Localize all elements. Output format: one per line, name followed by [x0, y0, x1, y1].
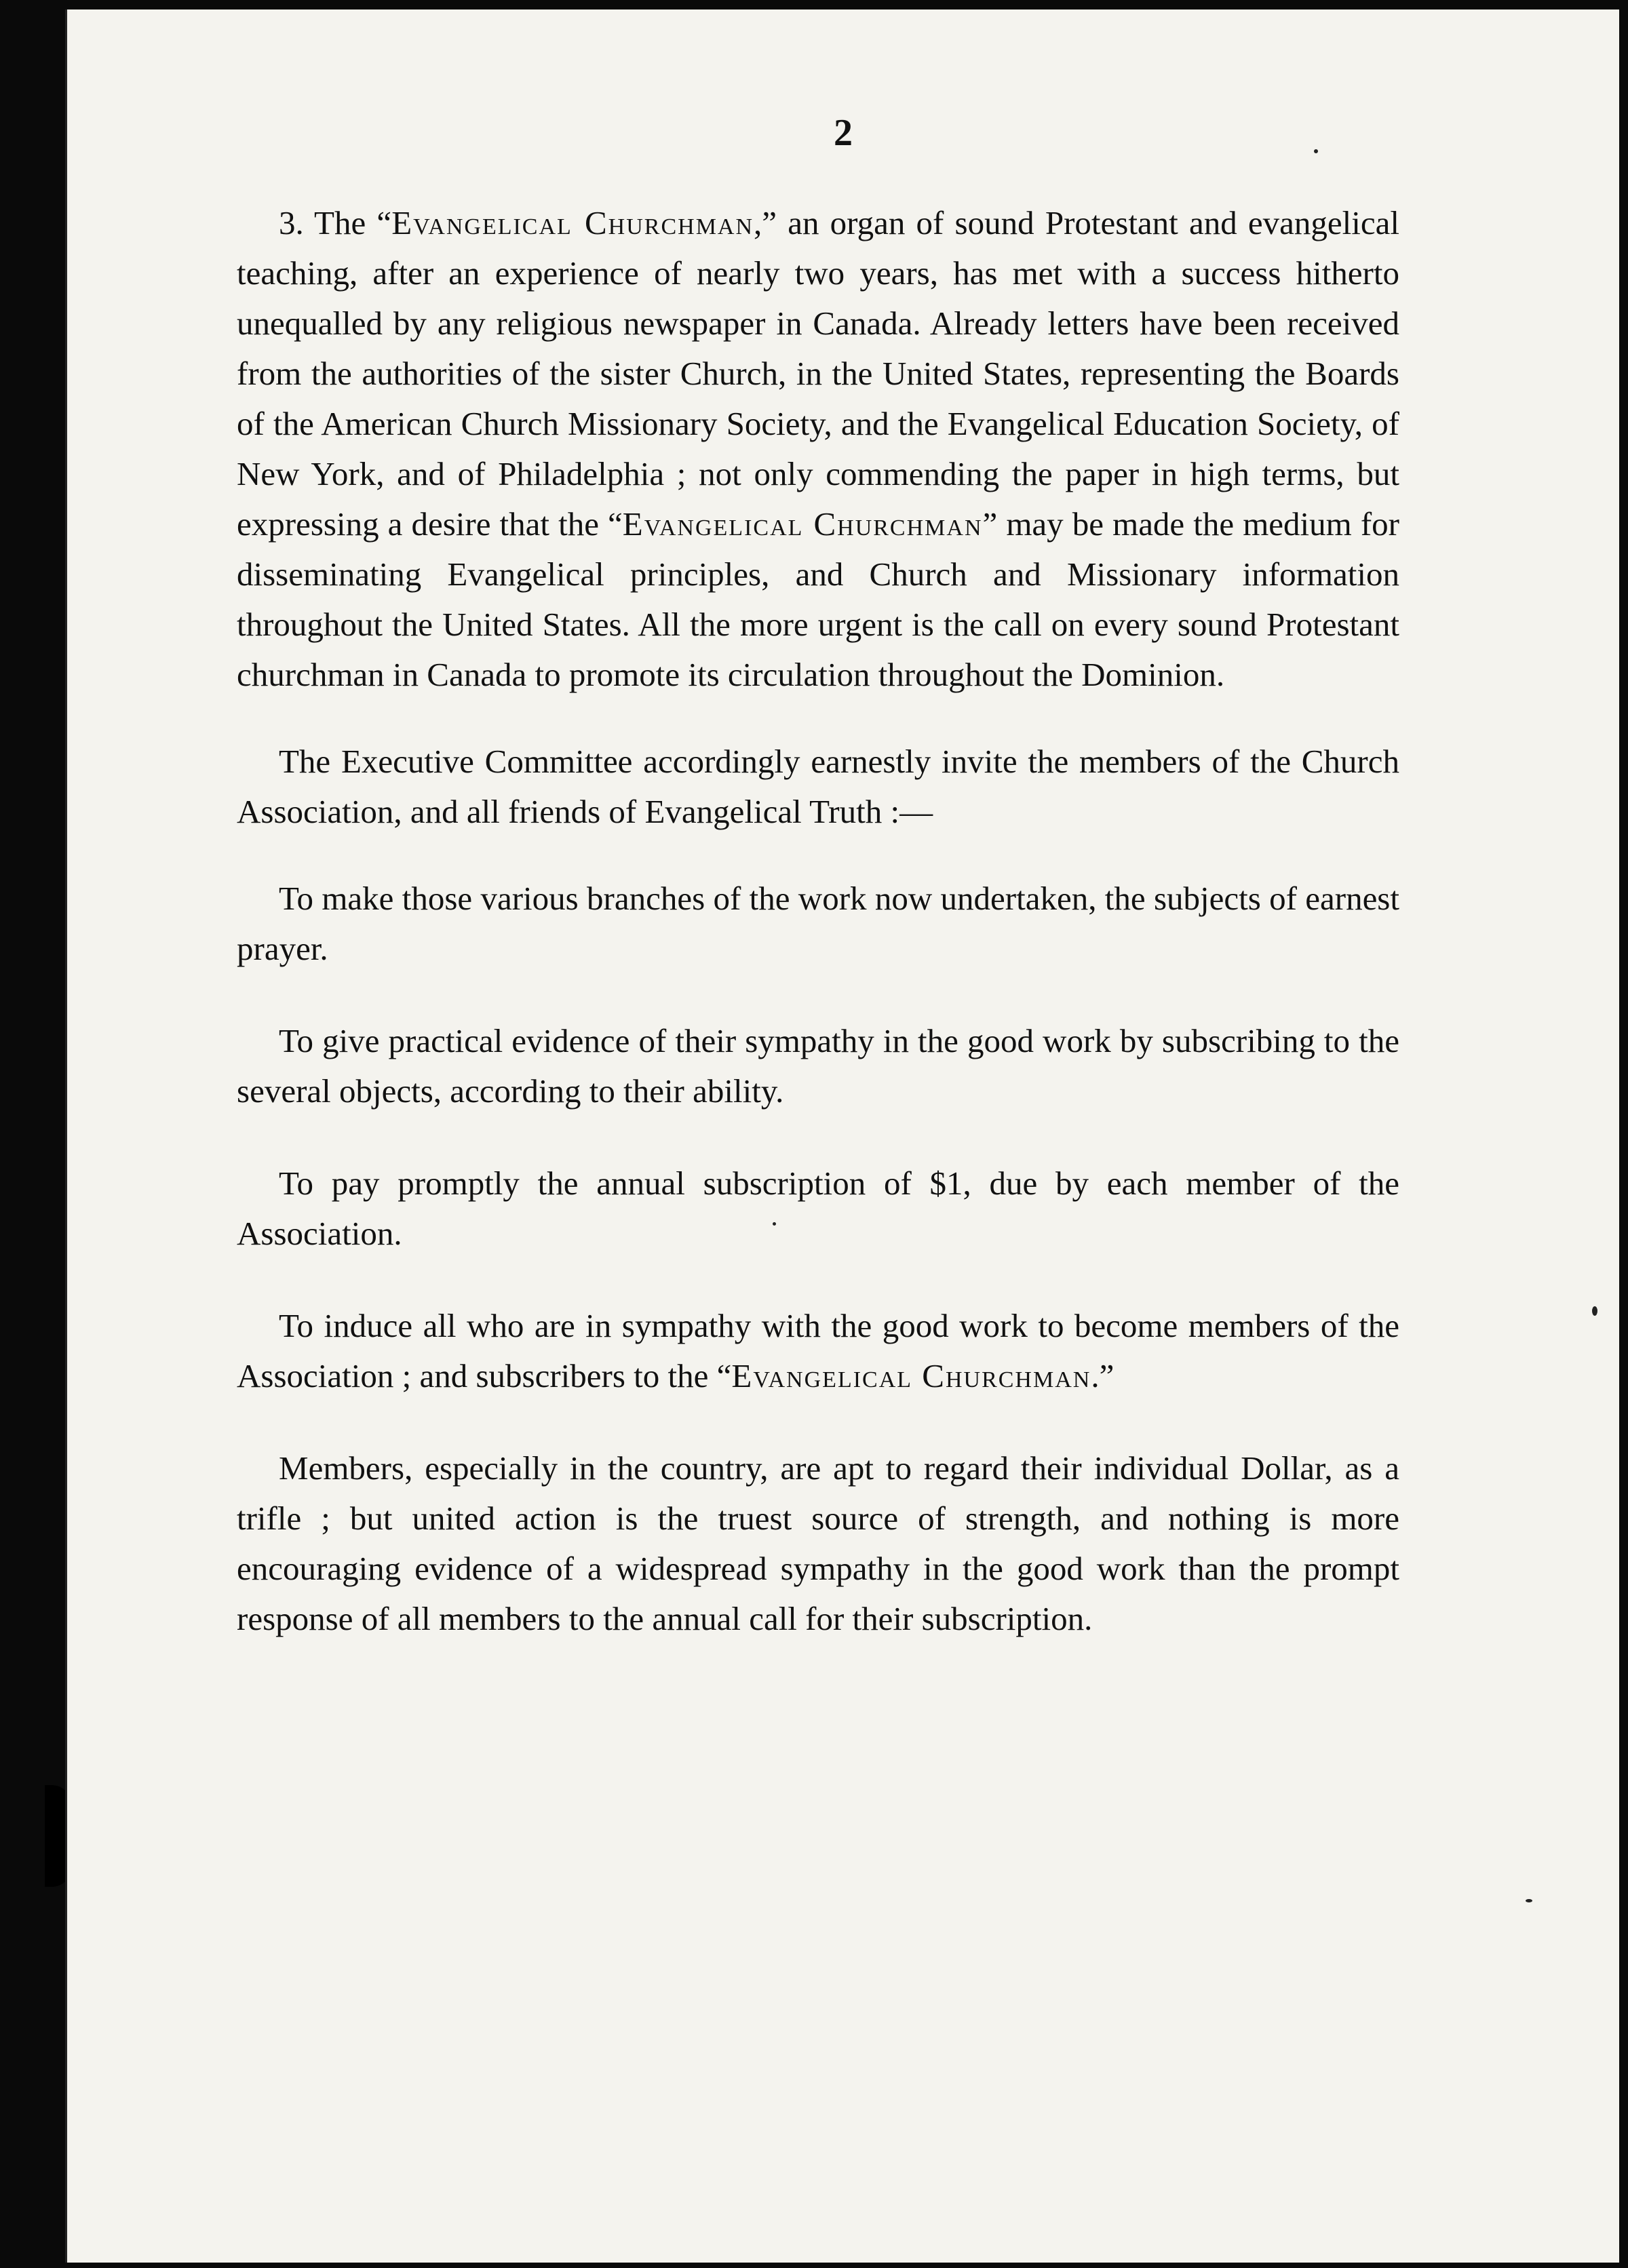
paragraph-members: Members, especially in the country, are apt to regard their individual Dollar, as a trifle ; but united action is the truest source of strength, and nothing is more encouraging evidence of a widespread sympathy in the good work than the prompt response of all members to the annual call for their subscription. [237, 1449, 1399, 1637]
paragraph-directive-evidence: To give practical evidence of their sympathy in the good work by subscribing to the several objects, according to their ability. [237, 1022, 1399, 1110]
scan-speck [1592, 1306, 1597, 1316]
body-text [237, 198, 1399, 1681]
paragraph-lead: 3. The “ [279, 204, 392, 241]
paragraph-evangelical-churchman [237, 198, 1399, 700]
newspaper-title: Evangelical Churchman [391, 204, 754, 241]
newspaper-title: Evangelical Churchman [622, 505, 983, 543]
paragraph-text: ,” an organ of sound Protestant and evangelical teaching, after an experience of nearly two years, has met with a success hitherto unequalled by any religious newspaper in Canada. Already letters have been received from the authorities of the sister Church, in the United States, representing the Boards of the American Church Missionary Society, and the Evangelical Education Society, of New York, and of Philadelphia ; not only commending the paper in high terms, but expressing a desire that the “ [237, 204, 1400, 543]
paragraph-directive-subscription: To pay promptly the annual subscription of $1, due by each member of the Association. [237, 1165, 1399, 1252]
paragraph-text: To induce all who are in sympathy with the good work to become members of the Association ; and subscribers to the “ [237, 1307, 1399, 1394]
paragraph-text: ” may be made the medium for disseminating Evangelical principles, and Church and Missionary information throughout the United States. All the more urgent is the call on every sound Protestant churchman in Canada to promote its circulation throughout the Dominion. [237, 505, 1399, 693]
scan-speck [1314, 149, 1318, 153]
newspaper-title: Evangelical Churchman [731, 1357, 1091, 1394]
document-page [65, 9, 1619, 2263]
paragraph-executive-committee: The Executive Committee accordingly earnestly invite the members of the Church Association, and all friends of Evangelical Truth :— [237, 743, 1399, 830]
paragraph-directive-prayer: To make those various branches of the work now undertaken, the subjects of earnest prayer. [237, 880, 1399, 967]
scan-speck [1526, 1899, 1532, 1902]
page-number: 2 [834, 112, 853, 154]
paragraph-text: .” [1091, 1357, 1115, 1394]
paragraph-directive-induce [237, 1301, 1399, 1401]
